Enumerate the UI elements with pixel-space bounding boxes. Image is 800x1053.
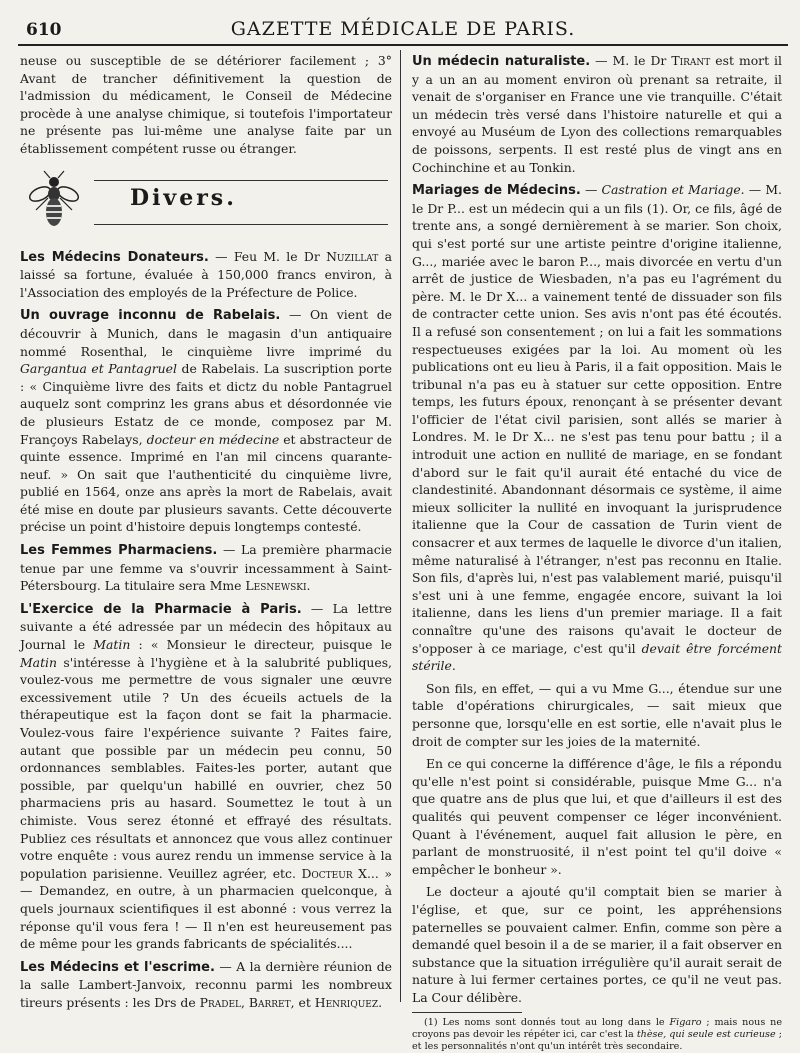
article-escrime: Les Médecins et l'escrime. — A la dernière réunion de la salle Lambert-Janvoix, reconnu parmi les nombreux tireurs présents : les Drs de Pradel, Barret, et Henriquez. bbox=[20, 958, 392, 1010]
article-heading: Les Médecins Donateurs. bbox=[20, 249, 209, 265]
paragraph: Son fils, en effet, — qui a vu Mme G..., étendue sur une table d'opérations chirurgicales, — sait mieux que personne que, lorsqu'elle en est sortie, elle n'avait plus le droit de compter sur les joies de la maternité. bbox=[412, 680, 782, 749]
article-heading: Les Médecins et l'escrime. bbox=[20, 959, 215, 975]
paragraph: En ce qui concerne la différence d'âge, le fils a répondu qu'elle n'est point si considérable, puisque Mme G... n'a que quatre ans de plus que lui, et que d'ailleurs il est des qualités qui peuvent compenser ce léger inconvénient. Quant à l'événement, auquel fait allusion le père, en parlant de monstruosité, il n'est point tel qu'il doive « empêcher le bonheur ». bbox=[412, 756, 782, 877]
intro-paragraph: neuse ou susceptible de se détériorer facilement ; 3° Avant de trancher définitivement la question de l'admission du médicament, le Conseil de Médecine procède à une analyse chimique, si toutefois l'importateur ne présente pas lui-même une analyse faite par un établissement compétent russe ou étranger. bbox=[20, 53, 392, 156]
journal-title: GAZETTE MÉDICALE DE PARIS. bbox=[230, 18, 576, 40]
article-naturaliste: Un médecin naturaliste. — M. le Dr Tirant est mort il y a un an au moment environ où prenant sa retraite, il venait de s'organiser en France une vie tranquille. C'était un médecin très versé dans l'histoire naturelle et qui a envoyé au Muséum de Lyon des collections remarquables de poissons, serpents. Il est resté plus de vingt ans en Cochinchine et au Tonkin. bbox=[412, 53, 782, 175]
section-title: Divers. bbox=[130, 184, 237, 211]
article-heading: L'Exercice de la Pharmacie à Paris. bbox=[20, 601, 302, 617]
letter-signature: Docteur X... bbox=[301, 865, 379, 881]
article-heading: Un ouvrage inconnu de Rabelais. bbox=[20, 308, 281, 324]
page-number: 610 bbox=[26, 20, 62, 40]
bee-icon bbox=[28, 170, 80, 232]
article-donateurs: Les Médecins Donateurs. — Feu M. le Dr Nuzillat a laissé sa fortune, évaluée à 150,000 francs environ, à l'Association des employés de la Préfecture de Police. bbox=[20, 248, 392, 300]
footnote: (1) Les noms sont donnés tout au long dans le Figaro ; mais nous ne croyons pas devoir les répéter ici, car c'est la thèse, qui seule est curieuse ; et les personnalités n'ont qu'un intérêt très secondaire. bbox=[412, 1017, 782, 1053]
person-name: Lesnewski bbox=[245, 578, 307, 594]
article-heading: Les Femmes Pharmaciens. bbox=[20, 543, 218, 559]
footnote-rule bbox=[412, 1012, 522, 1013]
article-heading: Un médecin naturaliste. bbox=[412, 54, 591, 69]
person-name: Tirant bbox=[671, 53, 711, 68]
paragraph: Le docteur a ajouté qu'il comptait bien se marier à l'église, et que, sur ce point, les appréhensions paternelles se pouvaient calmer. Enfin, comme son père a demandé quel besoin il a de se marier, il a fait observer en substance que la situation irrégulière qu'il aurait serait de nature à lui fermer certaines portes, ce qu'il ne veut pas. La Cour délibère. bbox=[412, 884, 782, 1005]
article-exercice-pharmacie: L'Exercice de la Pharmacie à Paris. — La lettre suivante a été adressée par un médecin des hôpitaux au Journal le Matin : « Monsieur le directeur, puisque le Matin s'intéresse à l'hygiène et à la salubrité publiques, voulez-vous me permettre de vous signaler une œuvre excessivement utile ? Un des écueils actuels de la thérapeutique est la façon dont se fait la pharmacie. Voulez-vous faire l'expérience suivante ? Faites faire, autant que possible par un médecin peu connu, 50 ordonnances semblables. Faites-les porter, autant que possible, par quelqu'un habillé en ouvrier, chez 50 pharmaciens pris au hasard. Soumettez le tout à un chimiste. Vous serez étonné et effrayé des résultats. Publiez ces résultats et annoncez que vous allez continuer votre enquête : vous aurez rendu un immense service à la population parisienne. Veuillez agréer, etc. Docteur X... » — Demandez, en outre, à un pharmacien quelconque, à quels journaux scientifiques il est abonné : vous verrez la réponse qu'il vous fera ! — Il n'en est heureusement pas de même pour les grands fabricants de spécialités.... bbox=[20, 600, 392, 952]
person-name: Nuzillat bbox=[326, 248, 379, 264]
article-femmes-pharmaciens: Les Femmes Pharmaciens. — La première pharmacie tenue par une femme va s'ouvrir incessamment à Saint-Pétersbourg. La titulaire sera Mme Lesnewski. bbox=[20, 542, 393, 594]
column-divider bbox=[400, 50, 401, 1002]
section-header-divers bbox=[20, 164, 392, 242]
divers-rule-bottom bbox=[94, 224, 388, 225]
right-column bbox=[412, 52, 783, 1053]
article-rabelais: Un ouvrage inconnu de Rabelais. — On vient de découvrir à Munich, dans le magasin d'un antiquaire nommé Rosenthal, le cinquième livre imprimé du Gargantua et Pantagruel de Rabelais. La suscription porte : « Cinquième livre des faits et dictz du noble Pantagruel auquelz sont comprinz les grans abus et désordonnée vie de plusieurs Estatz de ce monde, composez par M. Françoys Rabelays, docteur en médecine et abstracteur de quinte essence. Imprimé en l'an mil cincens quarante-neuf. » On sait que l'authenticité du cinquième livre, publié en 1564, onze ans après la mort de Rabelais, avait été mise en doute par plusieurs savants. Cette découverte précise un point d'histoire depuis longtemps contesté. bbox=[20, 307, 393, 535]
article-subheading: Castration et Mariage. bbox=[601, 182, 745, 198]
article-mariages: Mariages de Médecins. — Castration et Mariage. — M. le Dr P... est un médecin qui a un fils (1). Or, ce fils, âgé de trente ans, a songé dernièrement à se marier. Son choix, qui s'est porté sur une artiste peintre d'origine italienne, G..., mariée avec le baron P..., mais divorcée en vertu d'un arrêt de justice de Wiesbaden, n'a pas eu l'agrément du père. M. le Dr X... a vainement tenté de dissuader son fils de contracter cette union. Ses avis n'ont pas été écoutés. Il a refusé son consentement ; on lui a fait les sommations respectueuses exigées par la loi. Au moment où les publications ont eu lieu à Paris, il a fait opposition. Mais le tribunal n'a pas eu à statuer sur cette opposition. Entre temps, les futurs époux, renonçant à se présenter devant l'officier de l'état civil parisien, sont allés se marier à Londres. M. le Dr X... ne s'est pas tenu pour battu ; il a introduit une action en nullité de mariage, en se fondant d'abord sur le fait qu'il aurait été entaché du vice de clandestinité. Abandonnant désormais ce système, il aime mieux solliciter la nullité en invoquant la jurisprudence italienne que la Cour de cassation de Turin vient de consacrer et aux termes de laquelle le divorce d'un italien, même naturalisé à l'étranger, n'est pas reconnu en Italie. Son fils, d'après lui, n'est pas valablement marié, puisqu'il s'est uni à une femme, engagée encore, suivant la loi italienne, dans les liens d'un premier mariage. Il a fait connaître qu'une des raisons qu'avait le docteur de s'opposer à ce mariage, c'est qu'il devait être forcément stérile. bbox=[412, 182, 783, 674]
page-header bbox=[18, 14, 788, 46]
divers-rule-top bbox=[94, 180, 388, 181]
left-column bbox=[20, 52, 392, 1026]
article-heading: Mariages de Médecins. bbox=[412, 183, 581, 199]
